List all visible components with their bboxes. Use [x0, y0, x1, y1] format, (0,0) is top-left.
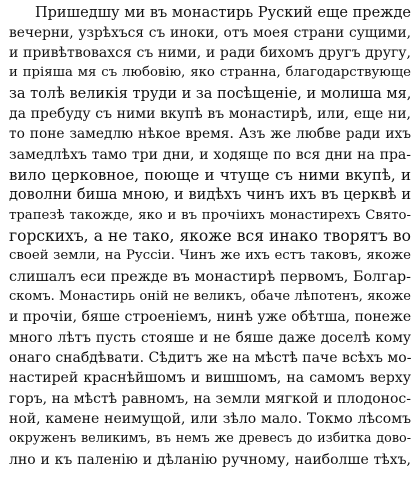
- text-line: много лѣтъ пусть стояше и не бяше даже доселѣ кому: [9, 330, 411, 346]
- text-line: онаго снабдѣвати. Сѣдитъ же на мѣстѣ паче всѣхъ мо-: [9, 350, 411, 366]
- text-line: замедлѣхъ тамо три дни, и ходяще по вся дни на пра-: [9, 147, 411, 163]
- text-line: скомъ. Монастирь оній не великъ, обаче лѣпотенъ, якоже: [9, 289, 411, 304]
- text-line: слишалъ еси прежде въ монастирѣ первомъ, Болгар-: [9, 269, 411, 285]
- text-line: горъ, на мѣстѣ равномъ, на земли мягкой и плодонос-: [9, 391, 411, 407]
- text-line: доволни биша мною, и видѣхъ чинъ ихъ въ церквѣ и: [9, 187, 411, 203]
- text-line: окруженъ великимъ, въ немъ же древесъ до избитка дово-: [9, 431, 411, 446]
- text-line: и прочіи, бяше строеніемъ, нинѣ уже обѣтша, понеже: [9, 309, 411, 325]
- document-page: [9, 0, 411, 480]
- text-line: вило церковное, поюще и чтуще съ ними вкупѣ, и: [9, 166, 411, 184]
- text-line: вечерни, узрѣхъся съ иноки, отъ моея страни сущими,: [9, 25, 411, 41]
- text-line: и привѣтвовахся съ ними, и ради бихомъ другъ другу,: [9, 45, 411, 61]
- text-line: ной, камене неимущой, или зѣло мало. Токмо лѣсомъ: [9, 411, 411, 427]
- text-line: настирей краснѣйшомъ и вишшомъ, на самомъ верху: [9, 370, 411, 386]
- text-line: да пребуду съ ними вкупѣ въ монастирѣ, или, еще ни,: [9, 106, 411, 122]
- text-line: то поне замедлю нѣкое время. Азъ же любве ради ихъ: [9, 126, 411, 142]
- text-line: за толѣ великія труди и за посѣщеніе, и молиша мя,: [9, 86, 411, 102]
- text-line: Пришедшу ми въ монастирь Руский еще прежде: [35, 5, 411, 21]
- text-line: трапезѣ такожде, яко и въ прочіихъ монастирехъ Свято-: [9, 208, 411, 223]
- text-line: лно и къ паленію и дѣланію ручному, наиболше тѣхъ,: [9, 452, 411, 468]
- text-line: своей земли, на Руссіи. Чинъ же ихъ естъ таковъ, якоже: [9, 248, 411, 263]
- text-line: горскихъ, а не тако, якоже вся инако творятъ во: [9, 227, 411, 245]
- text-line: и пріяша мя съ любовію, яко странна, благодарствующе: [9, 65, 411, 80]
